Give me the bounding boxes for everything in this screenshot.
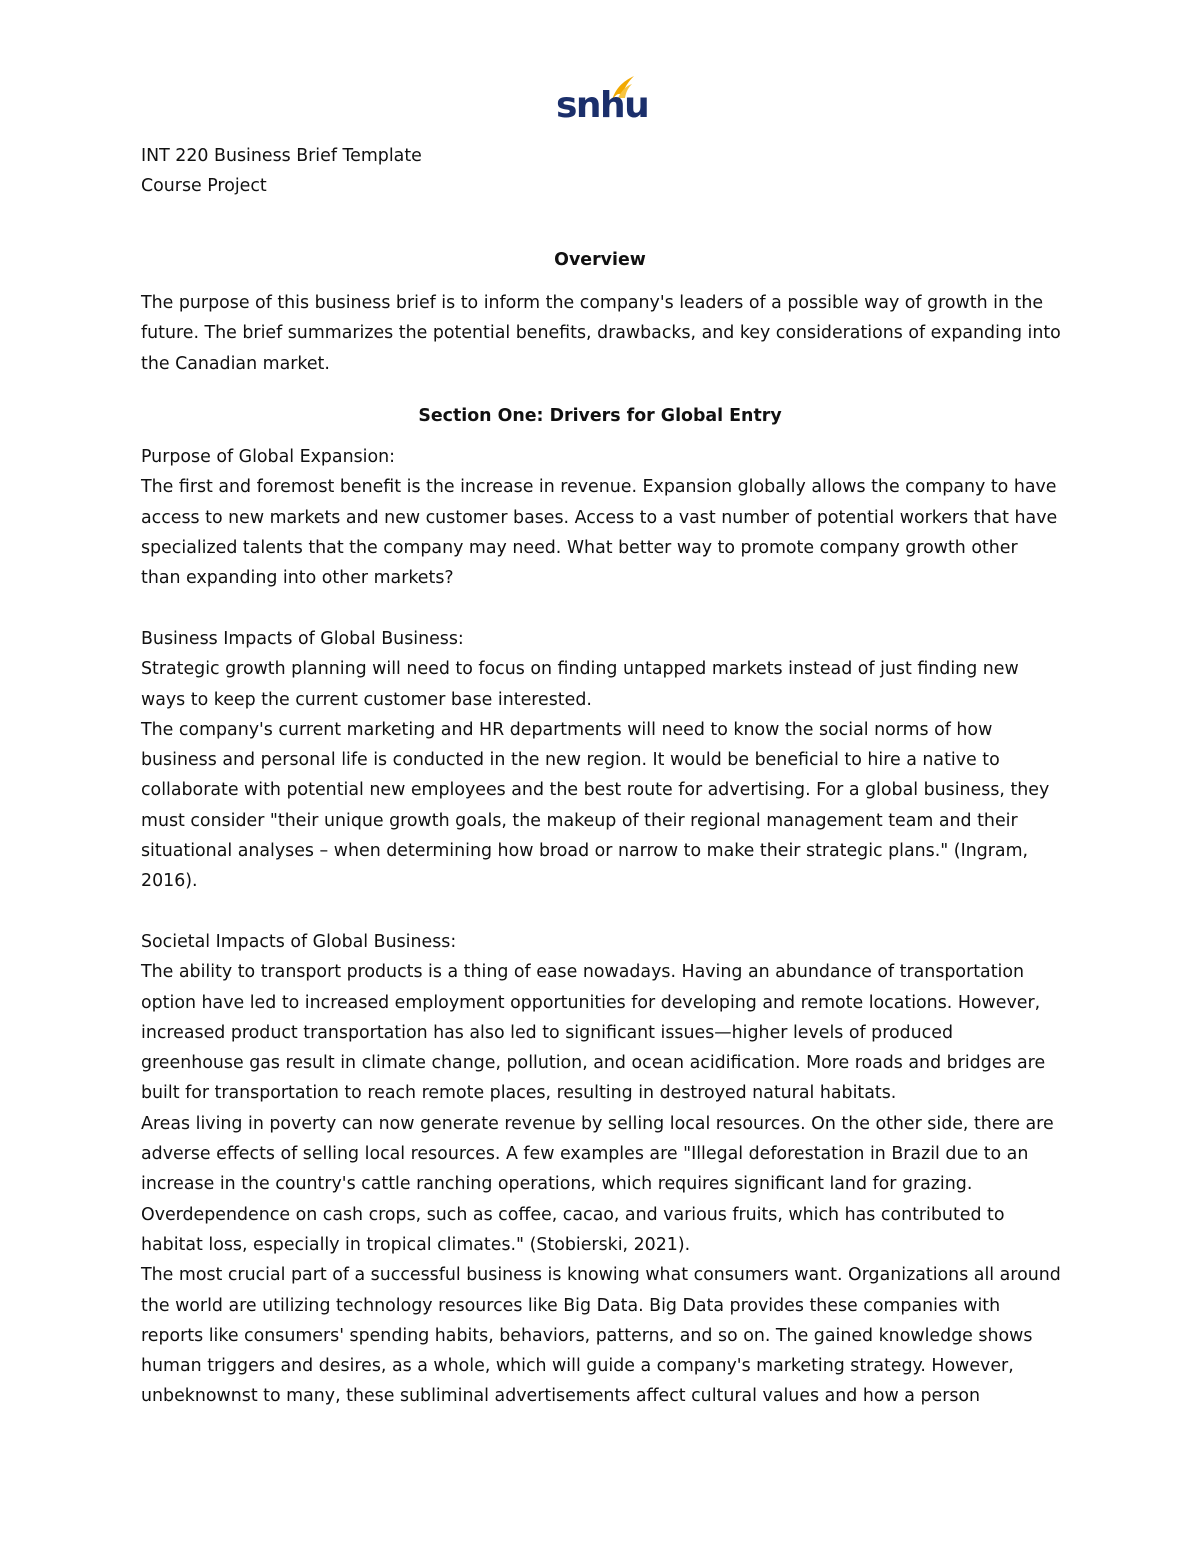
paragraph-line: 2016). <box>141 871 198 892</box>
paragraph-line: unbeknownst to many, these subliminal advertisements affect cultural values and how a person <box>141 1386 981 1407</box>
business-impacts-section <box>141 624 1061 897</box>
paragraph-line: The purpose of this business brief is to inform the company's leaders of a possible way of growth in the <box>141 293 1044 313</box>
paragraph-line: The company's current marketing and HR departments will need to know the social norms of how <box>141 719 993 740</box>
paragraph-line: business and personal life is conducted in the new region. It would be beneficial to hire a native to <box>141 750 1000 771</box>
course-subtitle: Course Project <box>141 176 267 197</box>
paragraph-line: Overdependence on cash crops, such as coffee, cacao, and various fruits, which has contributed to <box>141 1204 1005 1225</box>
paragraph-line: human triggers and desires, as a whole, which will guide a company's marketing strategy. However, <box>141 1356 1014 1377</box>
paragraph-line: Strategic growth planning will need to focus on finding untapped markets instead of just finding new <box>141 659 1019 680</box>
paragraph-line: specialized talents that the company may need. What better way to promote company growth other <box>141 537 1018 558</box>
course-title: INT 220 Business Brief Template <box>141 146 422 166</box>
purpose-label: Purpose of Global Expansion: <box>141 447 396 467</box>
paragraph-line: adverse effects of selling local resources. A few examples are "Illegal deforestation in Brazil due to an <box>141 1144 1029 1165</box>
paragraph-line: collaborate with potential new employees and the best route for advertising. For a global business, they <box>141 780 1050 801</box>
paragraph-line: The first and foremost benefit is the increase in revenue. Expansion globally allows the company to have <box>141 477 1057 498</box>
societal-impacts-label: Societal Impacts of Global Business: <box>141 932 457 952</box>
paragraph-line: greenhouse gas result in climate change, pollution, and ocean acidification. More roads and bridges are <box>141 1053 1046 1074</box>
paragraph-line: habitat loss, especially in tropical climates." (Stobierski, 2021). <box>141 1234 691 1255</box>
paragraph-line: the Canadian market. <box>141 353 330 374</box>
business-impacts-label: Business Impacts of Global Business: <box>141 629 464 649</box>
paragraph-line: option have led to increased employment opportunities for developing and remote locations. However, <box>141 992 1041 1013</box>
paragraph-line: ways to keep the current customer base interested. <box>141 689 592 710</box>
overview-paragraph <box>141 288 1061 379</box>
purpose-section <box>141 442 1061 593</box>
paragraph-line: increased product transportation has also led to significant issues—higher levels of produced <box>141 1022 953 1043</box>
paragraph-line: situational analyses – when determining how broad or narrow to make their strategic plans." (Ingram, <box>141 841 1029 862</box>
overview-heading-text: Overview <box>554 250 646 270</box>
document-header <box>141 141 1061 202</box>
overview-heading <box>141 245 1059 275</box>
paragraph-line: Areas living in poverty can now generate revenue by selling local resources. On the other side, there are <box>141 1113 1054 1134</box>
societal-impacts-section <box>141 927 1061 1412</box>
section-one-heading <box>141 401 1059 431</box>
paragraph-line: future. The brief summarizes the potential benefits, drawbacks, and key considerations of expanding into <box>141 323 1061 344</box>
paragraph-line: reports like consumers' spending habits, behaviors, patterns, and so on. The gained knowledge shows <box>141 1325 1033 1346</box>
paragraph-line: The most crucial part of a successful business is knowing what consumers want. Organizations all around <box>141 1265 1061 1286</box>
paragraph-line: the world are utilizing technology resources like Big Data. Big Data provides these companies with <box>141 1295 1001 1316</box>
paragraph-line: than expanding into other markets? <box>141 568 454 589</box>
paragraph-line: must consider "their unique growth goals, the makeup of their regional management team and their <box>141 810 1018 831</box>
paragraph-line: The ability to transport products is a thing of ease nowadays. Having an abundance of transportation <box>141 962 1025 983</box>
paragraph-line: access to new markets and new customer bases. Access to a vast number of potential workers that have <box>141 507 1058 528</box>
paragraph-line: increase in the country's cattle ranching operations, which requires significant land for grazing. <box>141 1174 973 1195</box>
section-one-heading-text: Section One: Drivers for Global Entry <box>418 406 782 426</box>
paragraph-line: built for transportation to reach remote places, resulting in destroyed natural habitats. <box>141 1083 897 1104</box>
snhu-logo <box>556 74 649 134</box>
logo-wordmark: snhu <box>556 85 649 126</box>
